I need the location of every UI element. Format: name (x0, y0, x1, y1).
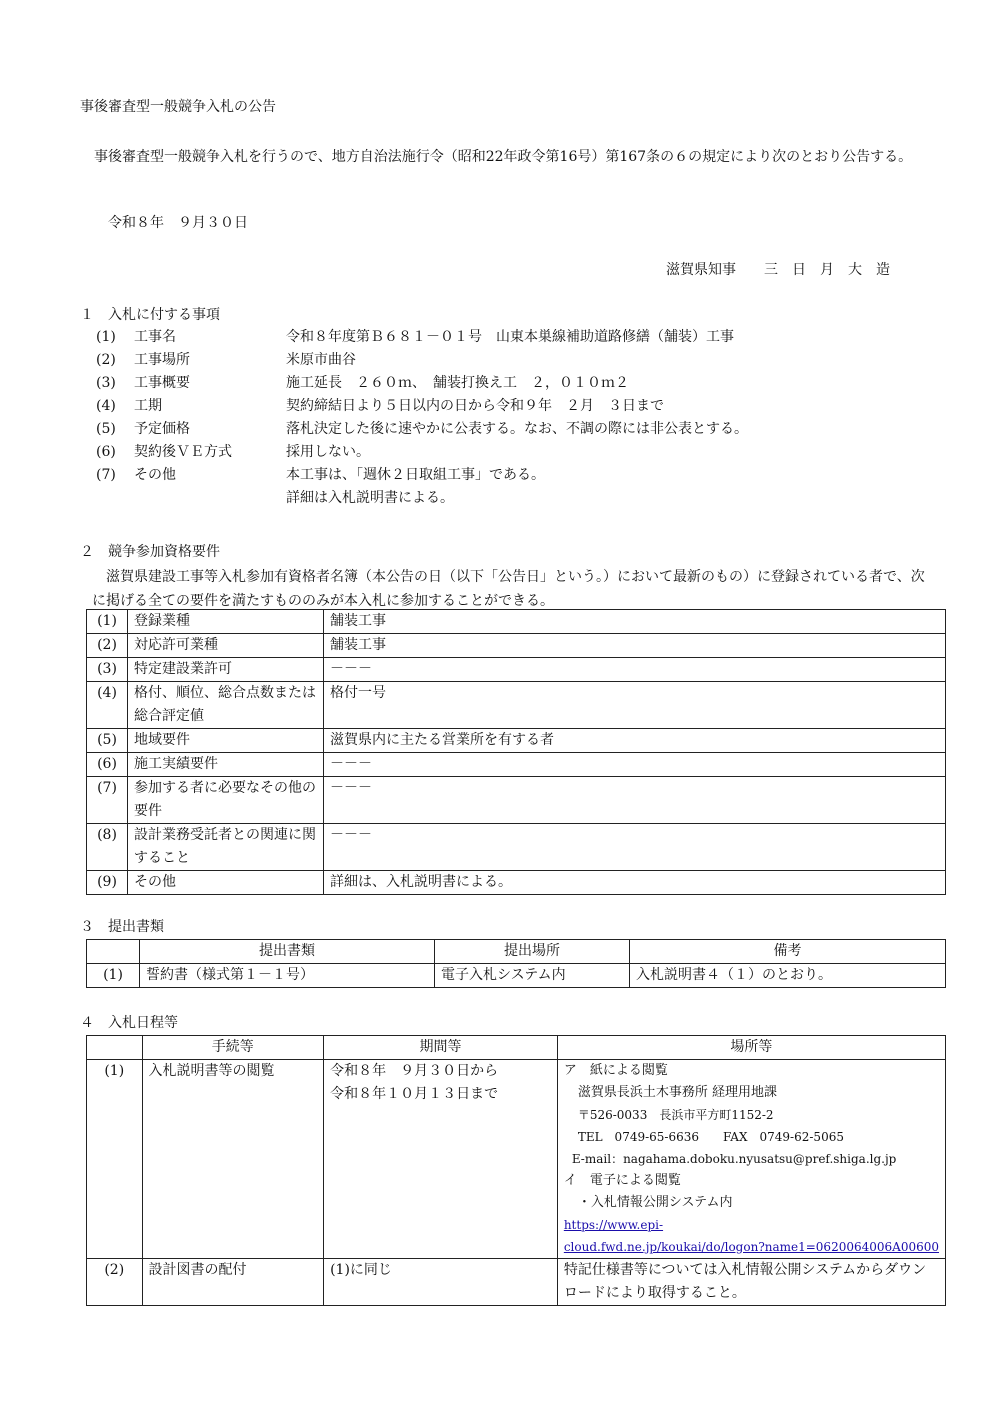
row-key: 特定建設業許可 (128, 658, 324, 682)
row-value: 詳細は、入札説明書による。 (324, 871, 946, 895)
url-link[interactable]: https://www.epi- (563, 1218, 664, 1232)
document-title: 事後審査型一般競争入札の公告 (80, 99, 276, 115)
table-header-row (87, 1036, 946, 1060)
item-key: 予定価格 (134, 421, 190, 437)
intro-paragraph: 事後審査型一般競争入札を行うので、地方自治法施行令（昭和22年政令第16号）第167条の６の規定により次のとおり公告する。 (94, 149, 913, 165)
table-row (87, 1259, 946, 1306)
table-row (87, 871, 946, 895)
table-row (87, 964, 946, 988)
office-email: E-mail：nagahama.doboku.nyusatsu@pref.shiga.lg.jp (571, 1152, 897, 1166)
column-header: 場所等 (557, 1036, 945, 1060)
row-key: 対応許可業種 (128, 634, 324, 658)
row-number: (2) (87, 634, 128, 658)
column-header: 手続等 (142, 1036, 324, 1060)
submit-place: 電子入札システム内 (435, 964, 630, 988)
table-row (87, 658, 946, 682)
table-header-row (87, 940, 946, 964)
row-number: (1) (87, 1060, 143, 1259)
row-key: 登録業種 (128, 610, 324, 634)
item-value: 採用しない。 (286, 444, 370, 460)
item-value: 契約締結日より５日以内の日から令和９年 ２月 ３日まで (286, 398, 664, 414)
procedure: 設計図書の配付 (142, 1259, 324, 1306)
period (324, 1060, 558, 1259)
table-row (87, 729, 946, 753)
row-number: (4) (87, 682, 128, 729)
item-key: 工期 (134, 398, 162, 414)
qualification-table (86, 609, 946, 895)
row-value: －－－ (324, 824, 946, 871)
section2-heading: ２ 競争参加資格要件 (80, 544, 220, 560)
office-phone: TEL 0749-65-6636 FAX 0749-62-5065 (577, 1130, 844, 1144)
column-header: 期間等 (324, 1036, 558, 1060)
row-number: (2) (87, 1259, 143, 1306)
item-value: 施工延長 ２６０ｍ、 舗装打換え工 ２，０１０ｍ２ (286, 375, 629, 391)
note: 入札説明書４（１）のとおり。 (630, 964, 946, 988)
row-value: －－－ (324, 777, 946, 824)
section3-heading: ３ 提出書類 (80, 919, 164, 935)
row-number: (6) (87, 753, 128, 777)
office-name: 滋賀県長浜土木事務所 経理用地課 (577, 1085, 777, 1100)
distribution-note: 特記仕様書等については入札情報公開システムからダウンロードにより取得すること。 (557, 1259, 945, 1306)
row-value: 舗装工事 (324, 610, 946, 634)
empty-header (87, 940, 140, 964)
item-value: 詳細は入札説明書による。 (286, 490, 454, 506)
row-key: 施工実績要件 (128, 753, 324, 777)
issuer: 滋賀県知事 三 日 月 大 造 (666, 262, 890, 278)
period-start: 令和８年 ９月３０日から (330, 1063, 499, 1079)
row-number: (9) (87, 871, 128, 895)
item-number: (4) (96, 398, 116, 414)
row-key: 参加する者に必要なその他の要件 (128, 777, 324, 824)
table-row (87, 634, 946, 658)
doc-name: 誓約書（様式第１－１号） (140, 964, 435, 988)
item-key: 工事名 (134, 329, 176, 345)
row-value: －－－ (324, 658, 946, 682)
item-number: (1) (96, 329, 116, 345)
item-key: 工事概要 (134, 375, 190, 391)
row-key: その他 (128, 871, 324, 895)
row-value: 滋賀県内に主たる営業所を有する者 (324, 729, 946, 753)
period: (1)に同じ (324, 1259, 558, 1306)
section4-heading: ４ 入札日程等 (80, 1015, 178, 1031)
row-key: 格付、順位、総合点数または総合評定値 (128, 682, 324, 729)
column-header: 提出場所 (435, 940, 630, 964)
table-row (87, 682, 946, 729)
table-row (87, 753, 946, 777)
row-number: (8) (87, 824, 128, 871)
table-row (87, 824, 946, 871)
item-value: 米原市曲谷 (286, 352, 356, 368)
item-value: 令和８年度第Ｂ６８１－０１号 山東本巣線補助道路修繕（舗装）工事 (286, 329, 734, 345)
section2-intro: 滋賀県建設工事等入札参加有資格者名簿（本公告の日（以下「公告日」という。）において最新のもの）に登録されている者で、次に掲げる全ての要件を満たすもののみが本入札に参加することができる。 (92, 569, 925, 609)
column-header: 提出書類 (140, 940, 435, 964)
column-header: 備考 (630, 940, 946, 964)
row-value: 格付一号 (324, 682, 946, 729)
schedule-table (86, 1035, 946, 1306)
item-key: 工事場所 (134, 352, 190, 368)
url-link-continued[interactable]: cloud.fwd.ne.jp/koukai/do/logon?name1=0620064006A00600 (563, 1240, 939, 1254)
section1-heading: １ 入札に付する事項 (80, 307, 220, 323)
row-number: (1) (87, 610, 128, 634)
table-row (87, 777, 946, 824)
item-number: (2) (96, 352, 116, 368)
item-value: 落札決定した後に速やかに公表する。なお、不調の際には非公表とする。 (286, 421, 748, 437)
item-number: (3) (96, 375, 116, 391)
row-number: (7) (87, 777, 128, 824)
row-number: (3) (87, 658, 128, 682)
item-value: 本工事は、「週休２日取組工事」である。 (286, 467, 545, 483)
system-name: ・入札情報公開システム内 (577, 1195, 733, 1210)
item-number: (5) (96, 421, 116, 437)
table-row (87, 1060, 946, 1259)
item-key: 契約後ＶＥ方式 (134, 444, 232, 460)
inspection-place (557, 1060, 945, 1259)
item-number: (6) (96, 444, 116, 460)
paper-inspection: ア 紙による閲覧 (563, 1063, 668, 1078)
item-key: その他 (134, 467, 176, 483)
table-row (87, 610, 946, 634)
row-key: 設計業務受託者との関連に関すること (128, 824, 324, 871)
item-number: (7) (96, 467, 116, 483)
empty-header (87, 1036, 143, 1060)
row-number: (1) (87, 964, 140, 988)
notice-date: 令和８年 ９月３０日 (108, 215, 248, 231)
office-address: 〒526-0033 長浜市平方町1152-2 (577, 1108, 774, 1122)
electronic-inspection: イ 電子による閲覧 (563, 1173, 681, 1188)
documents-table (86, 939, 946, 988)
row-number: (5) (87, 729, 128, 753)
row-key: 地域要件 (128, 729, 324, 753)
procedure: 入札説明書等の閲覧 (142, 1060, 324, 1259)
period-end: 令和８年１０月１３日まで (330, 1086, 499, 1102)
row-value: 舗装工事 (324, 634, 946, 658)
row-value: －－－ (324, 753, 946, 777)
